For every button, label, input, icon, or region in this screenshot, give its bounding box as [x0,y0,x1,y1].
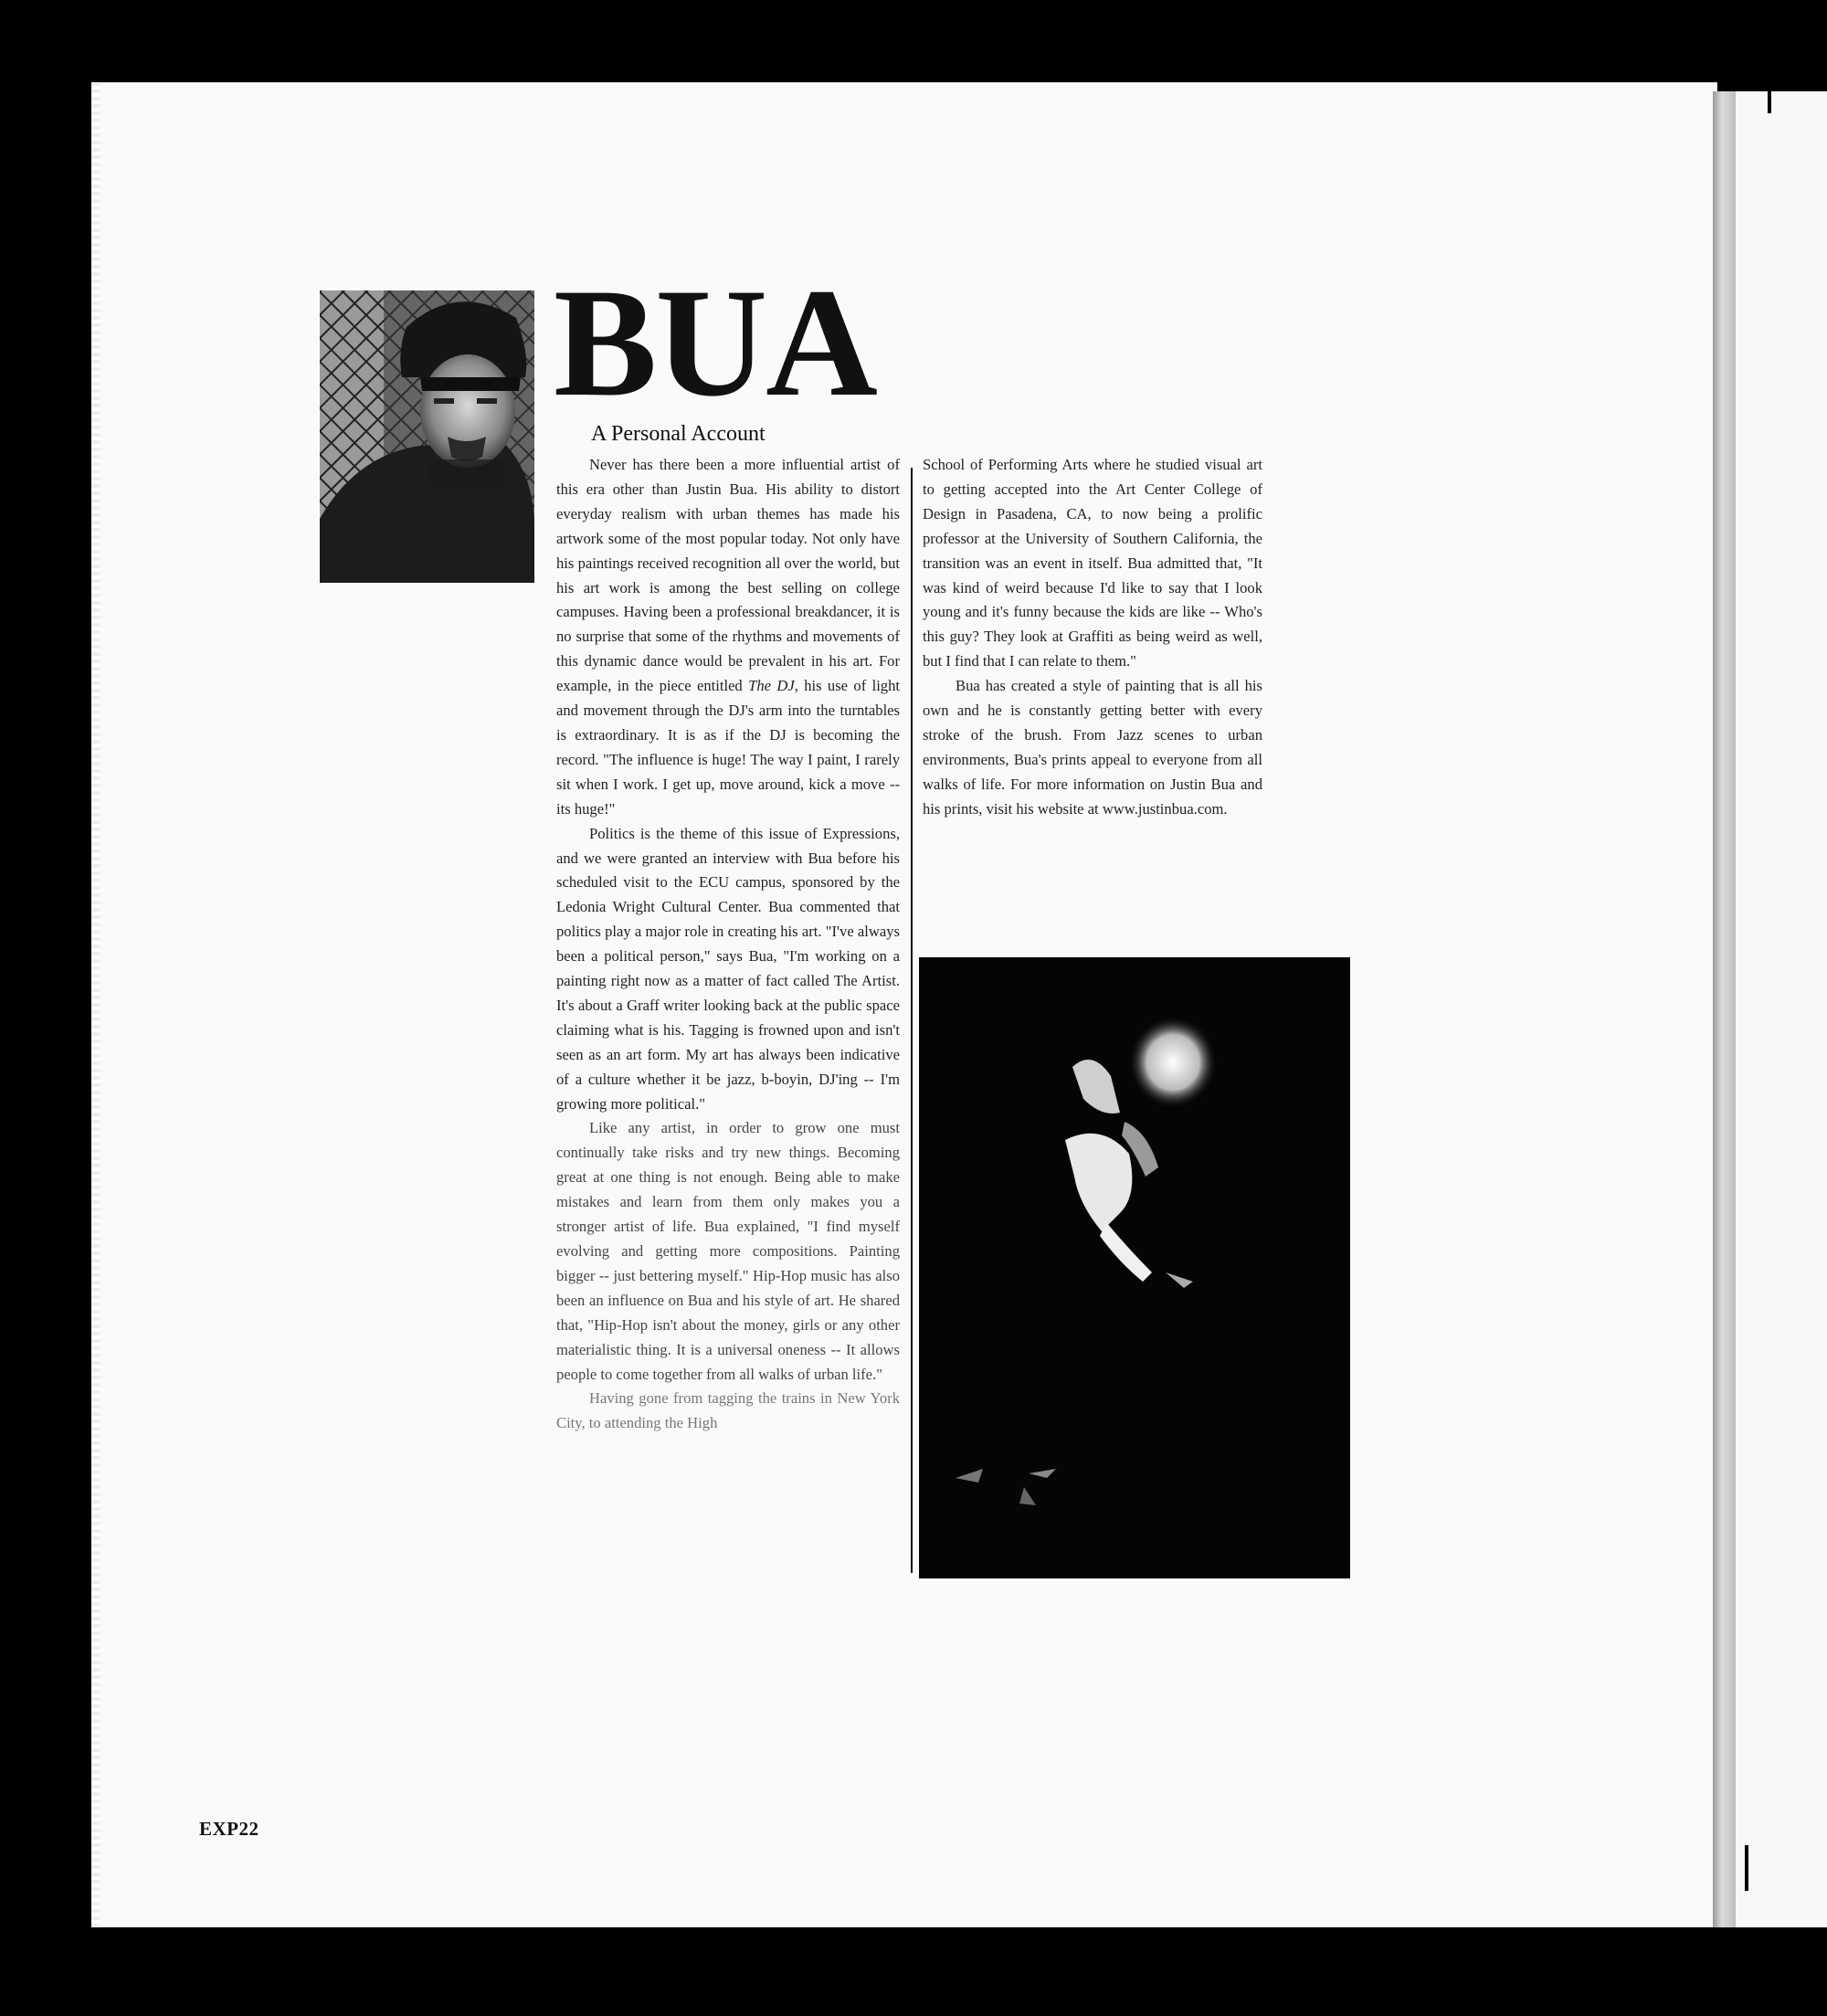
paragraph: Bua has created a style of painting that is all his own and he is constantly getting better with every stroke of the brush. From Jazz scenes to urban environments, Bua's prints appeal to everyone from all walks of life. For more information on Justin Bua and his prints, visit his website at www.justinbua.com. [923,677,1262,818]
dancer-photo [919,957,1350,1578]
paragraph: Politics is the theme of this issue of Expressions, and we were granted an interview with Bua before his scheduled visit to the ECU campus, sponsored by the Ledonia Wright Cultural Center. Bua commented that politics play a major role in creating his art. "I've always been a political person," says Bua, "I'm working on a painting right now as a matter of fact called The Artist. It's about a Graff writer looking back at the public space claiming what is his. Tagging is frowned upon and isn't seen as an art form. My art has always been indicative of a culture whether it be jazz, b-boyin, DJ'ing -- I'm growing more political." [556,824,900,1113]
article-subtitle: A Personal Account [591,422,766,446]
paragraph: Like any artist, in order to grow one must continually take risks and try new things. Becoming great at one thing is not enough. Being able to make mistakes and learn from them only makes you a stronger artist of life. Bua explained, "I find myself evolving and getting more compositions. Painting bigger -- just bettering myself." Hip-Hop music has also been an influence on Bua and his style of art. He shared that, "Hip-Hop isn't about the money, girls or any other materialistic thing. It is a universal oneness -- It allows people to come together from all walks of urban life." [556,1119,900,1383]
page-folio: EXP22 [199,1818,259,1840]
dancer-illustration [919,957,1350,1578]
article-column-1 [556,453,900,1577]
page-edge [91,82,100,1927]
paragraph-text: Never has there been a more influential artist of this era other than Justin Bua. His ability to distort everyday realism with urban themes has made his artwork some of the most popular today. Not only have his paintings received recognition all over the world, but his art work is among the best selling on college campuses. Having been a professional breakdancer, it is no surprise that some of the rhythms and movements of this dynamic dance would be prevalent in his art. For example, in the piece entitled [556,456,900,695]
article-title: BUA [554,257,876,428]
spine-mark [1745,1845,1748,1891]
paragraph [556,453,900,822]
paragraph-text: , his use of light and movement through the DJ's arm into the turntables is extraordinary. It is as if the DJ is becoming the record. "The influence is huge! The way I paint, I rarely sit when I work. I get up, move around, kick a move -- its huge!" [556,677,900,818]
facing-page-edge [1736,91,1827,1927]
portrait-illustration [320,290,534,583]
portrait-photo [320,290,534,583]
artwork-title: The DJ [748,677,795,695]
spine-mark [1768,91,1771,113]
paragraph: School of Performing Arts where he studied visual art to getting accepted into the Art Center College of Design in Pasadena, CA, to now being a prolific professor at the University of Southern California, the transition was an event in itself. Bua admitted that, "It was kind of weird because I'd like to say that I look young and it's funny because the kids are like -- Who's this guy? They look at Graffiti as being weird as well, but I find that I can relate to them." [923,456,1262,670]
paragraph: Having gone from tagging the trains in New York City, to attending the High [556,1389,900,1432]
binding-spine [1713,91,1737,1927]
column-divider [911,468,913,1573]
article-column-2 [923,453,1262,822]
